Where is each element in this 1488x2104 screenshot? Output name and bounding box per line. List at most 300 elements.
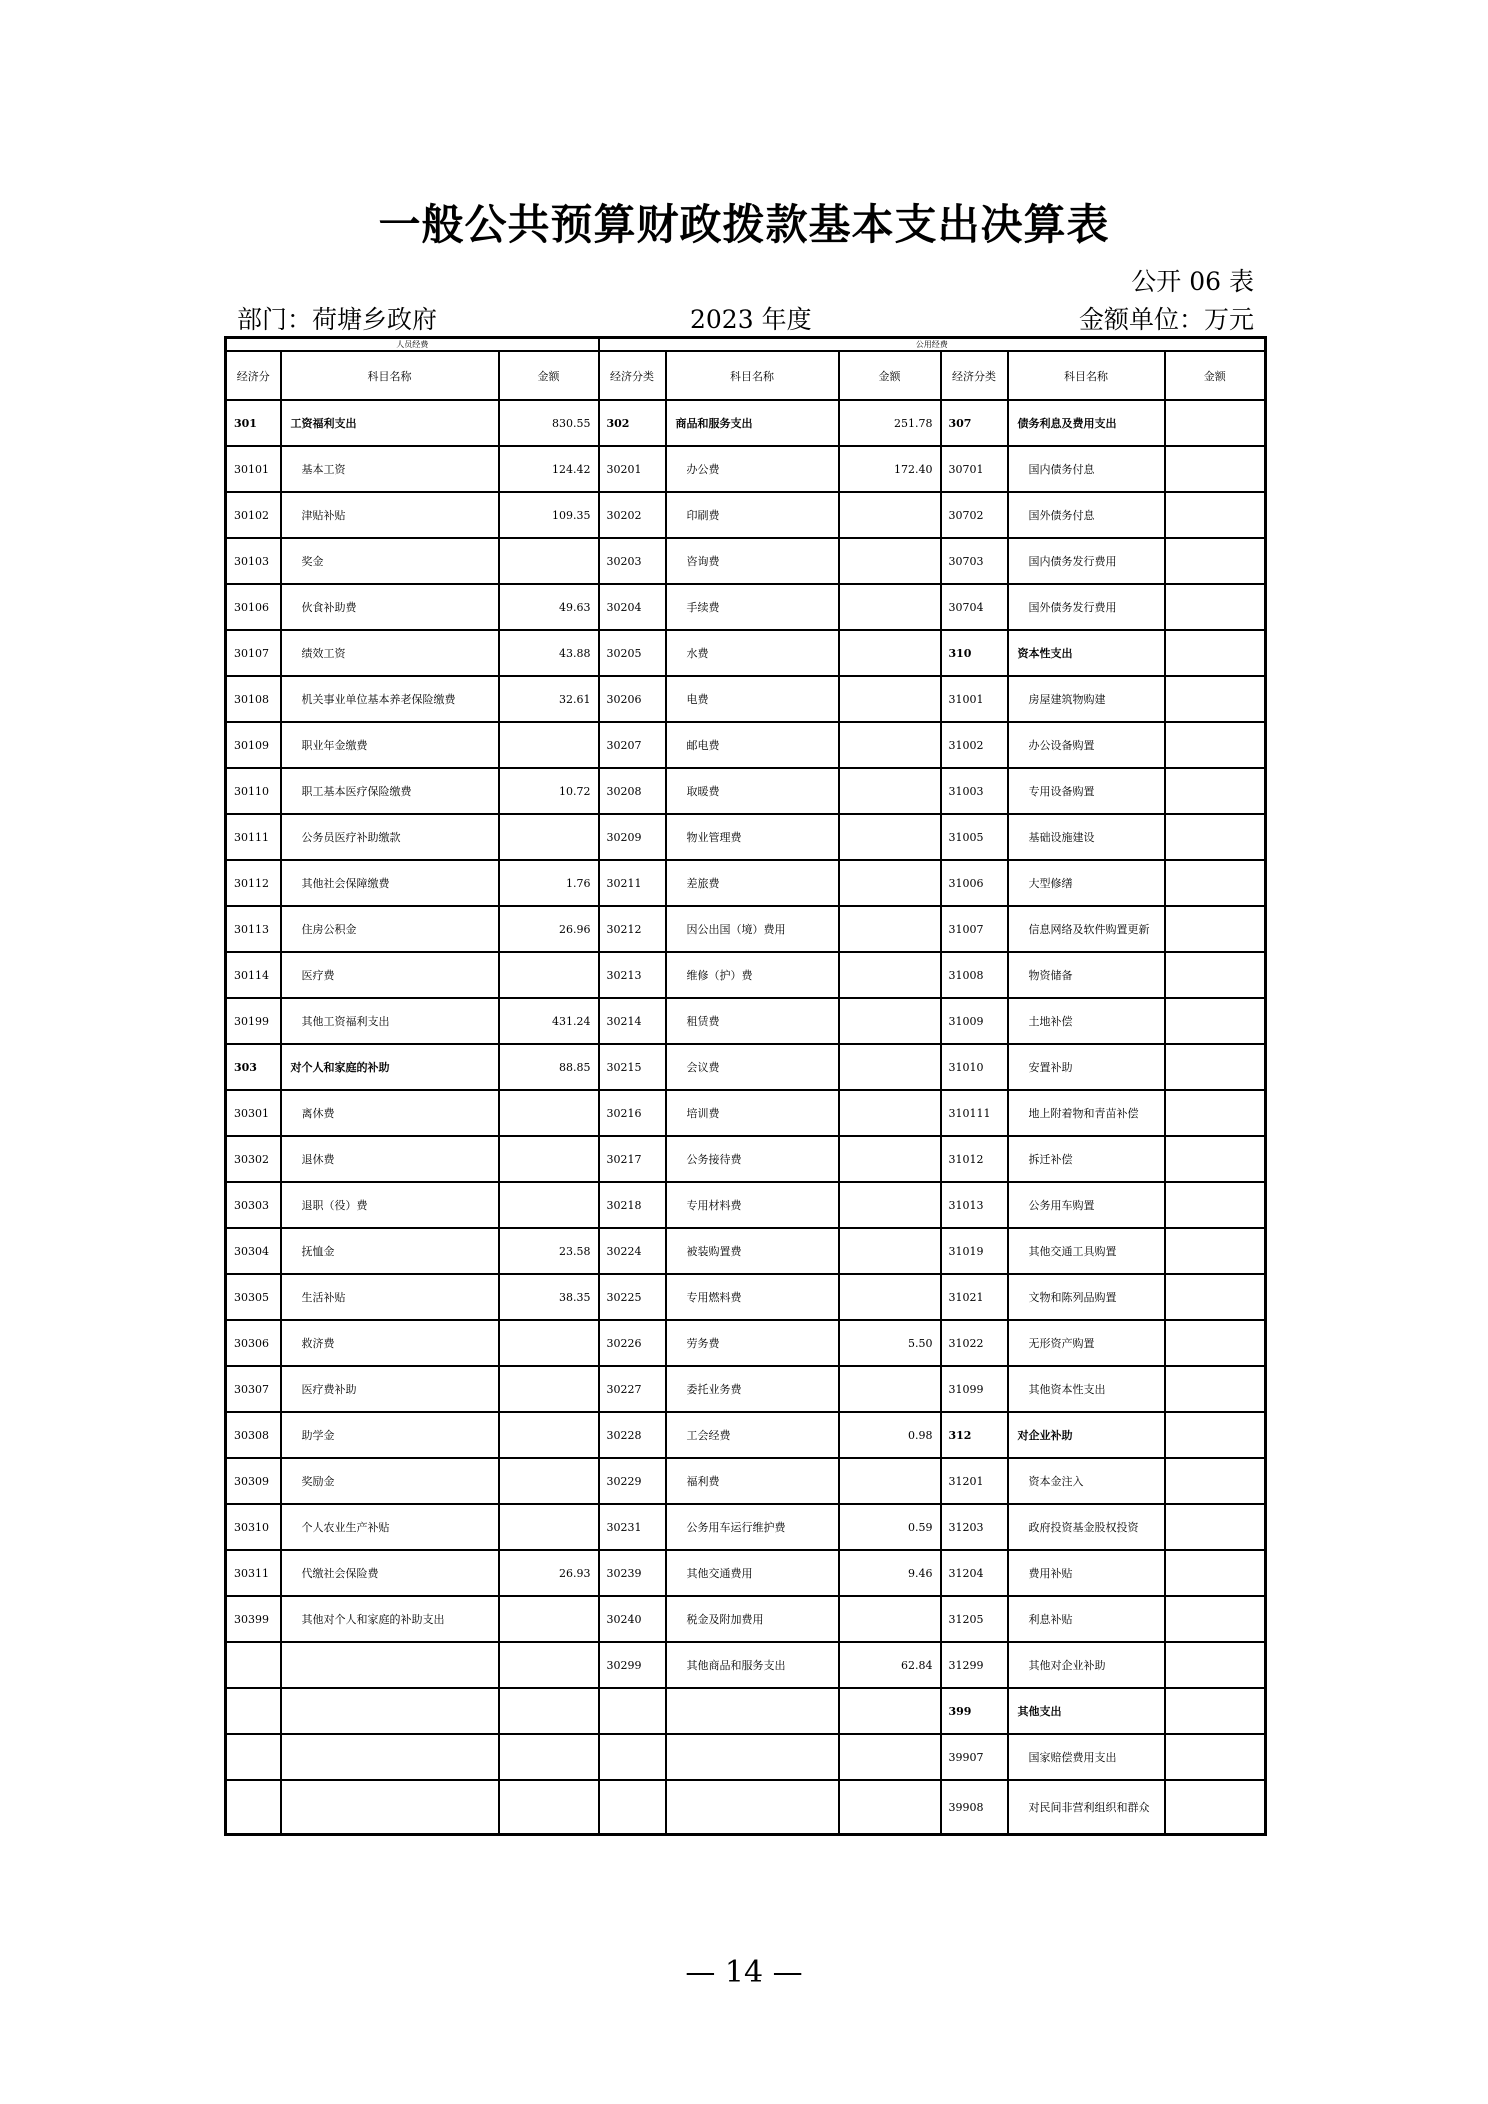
cell-amount bbox=[839, 1274, 941, 1320]
cell-amount bbox=[839, 906, 941, 952]
cell-code: 31007 bbox=[941, 906, 1008, 952]
cell-amount bbox=[1165, 998, 1266, 1044]
cell-amount bbox=[839, 952, 941, 998]
cell-name: 安置补助 bbox=[1008, 1044, 1165, 1090]
cell-code: 30108 bbox=[226, 676, 281, 722]
cell-amount: 431.24 bbox=[499, 998, 599, 1044]
cell-amount bbox=[1165, 446, 1266, 492]
cell-code: 30217 bbox=[599, 1136, 666, 1182]
cell-code: 30308 bbox=[226, 1412, 281, 1458]
cell-name: 国外债务发行费用 bbox=[1008, 584, 1165, 630]
cell-code: 30211 bbox=[599, 860, 666, 906]
cell-amount: 49.63 bbox=[499, 584, 599, 630]
cell-name: 资本性支出 bbox=[1008, 630, 1165, 676]
cell-amount: 32.61 bbox=[499, 676, 599, 722]
cell-code: 307 bbox=[941, 400, 1008, 446]
cell-amount bbox=[499, 814, 599, 860]
cell-amount bbox=[499, 1504, 599, 1550]
amount-unit: 金额单位：万元 bbox=[1078, 305, 1254, 334]
cell-name: 电费 bbox=[666, 676, 839, 722]
table-row bbox=[226, 1090, 1266, 1136]
cell-amount bbox=[839, 1366, 941, 1412]
cell-name: 其他资本性支出 bbox=[1008, 1366, 1165, 1412]
cell-amount bbox=[499, 1780, 599, 1835]
cell-code: 30113 bbox=[226, 906, 281, 952]
cell-name: 机关事业单位基本养老保险缴费 bbox=[281, 676, 499, 722]
table-row bbox=[226, 768, 1266, 814]
cell-amount bbox=[1165, 1044, 1266, 1090]
cell-amount bbox=[499, 1596, 599, 1642]
cell-amount: 1.76 bbox=[499, 860, 599, 906]
cell-name: 无形资产购置 bbox=[1008, 1320, 1165, 1366]
cell-name: 被装购置费 bbox=[666, 1228, 839, 1274]
cell-name: 拆迁补偿 bbox=[1008, 1136, 1165, 1182]
cell-name: 培训费 bbox=[666, 1090, 839, 1136]
cell-code: 30199 bbox=[226, 998, 281, 1044]
cell-name: 福利费 bbox=[666, 1458, 839, 1504]
cell-name: 救济费 bbox=[281, 1320, 499, 1366]
cell-code: 30307 bbox=[226, 1366, 281, 1412]
cell-code bbox=[226, 1780, 281, 1835]
cell-amount bbox=[499, 1182, 599, 1228]
cell-code: 30399 bbox=[226, 1596, 281, 1642]
cell-code: 31205 bbox=[941, 1596, 1008, 1642]
cell-name: 劳务费 bbox=[666, 1320, 839, 1366]
cell-code: 31019 bbox=[941, 1228, 1008, 1274]
cell-code: 30703 bbox=[941, 538, 1008, 584]
cell-amount: 88.85 bbox=[499, 1044, 599, 1090]
table-row bbox=[226, 1504, 1266, 1550]
cell-name: 公务用车运行维护费 bbox=[666, 1504, 839, 1550]
cell-code: 31010 bbox=[941, 1044, 1008, 1090]
cell-code: 30704 bbox=[941, 584, 1008, 630]
cell-code: 30112 bbox=[226, 860, 281, 906]
cell-code: 30218 bbox=[599, 1182, 666, 1228]
cell-name: 债务利息及费用支出 bbox=[1008, 400, 1165, 446]
cell-amount bbox=[1165, 1228, 1266, 1274]
table-number: 公开 06 表 bbox=[1131, 267, 1254, 296]
cell-amount bbox=[1165, 1182, 1266, 1228]
cell-code: 30302 bbox=[226, 1136, 281, 1182]
cell-amount: 26.96 bbox=[499, 906, 599, 952]
cell-name: 利息补贴 bbox=[1008, 1596, 1165, 1642]
cell-name bbox=[666, 1734, 839, 1780]
cell-amount bbox=[1165, 492, 1266, 538]
cell-name: 其他对企业补助 bbox=[1008, 1642, 1165, 1688]
cell-code bbox=[599, 1688, 666, 1734]
col-header-code: 经济分类 bbox=[941, 351, 1008, 400]
col-header-name: 科目名称 bbox=[1008, 351, 1165, 400]
col-header-amount: 金额 bbox=[839, 351, 941, 400]
cell-code: 30114 bbox=[226, 952, 281, 998]
cell-amount bbox=[499, 1366, 599, 1412]
cell-name: 国内债务付息 bbox=[1008, 446, 1165, 492]
cell-name: 土地补偿 bbox=[1008, 998, 1165, 1044]
cell-code: 31009 bbox=[941, 998, 1008, 1044]
table-row bbox=[226, 538, 1266, 584]
cell-name: 其他交通工具购置 bbox=[1008, 1228, 1165, 1274]
cell-code: 310 bbox=[941, 630, 1008, 676]
cell-amount: 5.50 bbox=[839, 1320, 941, 1366]
cell-amount bbox=[839, 584, 941, 630]
table-row bbox=[226, 998, 1266, 1044]
cell-code: 39907 bbox=[941, 1734, 1008, 1780]
cell-amount bbox=[1165, 400, 1266, 446]
cell-name: 专用燃料费 bbox=[666, 1274, 839, 1320]
cell-name: 专用设备购置 bbox=[1008, 768, 1165, 814]
table-row bbox=[226, 860, 1266, 906]
cell-code: 30216 bbox=[599, 1090, 666, 1136]
cell-amount bbox=[499, 1642, 599, 1688]
table-row bbox=[226, 1274, 1266, 1320]
cell-code: 30202 bbox=[599, 492, 666, 538]
cell-name: 办公费 bbox=[666, 446, 839, 492]
cell-name: 国外债务付息 bbox=[1008, 492, 1165, 538]
cell-amount bbox=[1165, 1412, 1266, 1458]
cell-code bbox=[599, 1734, 666, 1780]
cell-name: 国家赔偿费用支出 bbox=[1008, 1734, 1165, 1780]
cell-amount bbox=[499, 1136, 599, 1182]
cell-code: 30110 bbox=[226, 768, 281, 814]
col-header-name: 科目名称 bbox=[281, 351, 499, 400]
cell-code: 31022 bbox=[941, 1320, 1008, 1366]
cell-code: 31003 bbox=[941, 768, 1008, 814]
cell-code: 30214 bbox=[599, 998, 666, 1044]
cell-name: 咨询费 bbox=[666, 538, 839, 584]
department-label: 部门：荷塘乡政府 bbox=[237, 305, 438, 334]
cell-name: 取暖费 bbox=[666, 768, 839, 814]
cell-amount bbox=[499, 538, 599, 584]
cell-amount bbox=[839, 998, 941, 1044]
cell-amount bbox=[1165, 860, 1266, 906]
cell-name bbox=[666, 1688, 839, 1734]
cell-code: 31002 bbox=[941, 722, 1008, 768]
cell-name: 房屋建筑物购建 bbox=[1008, 676, 1165, 722]
cell-name: 代缴社会保险费 bbox=[281, 1550, 499, 1596]
cell-name bbox=[281, 1642, 499, 1688]
cell-name bbox=[281, 1688, 499, 1734]
cell-code: 31005 bbox=[941, 814, 1008, 860]
cell-amount: 124.42 bbox=[499, 446, 599, 492]
cell-code: 30226 bbox=[599, 1320, 666, 1366]
cell-amount: 830.55 bbox=[499, 400, 599, 446]
table-row bbox=[226, 722, 1266, 768]
table-row bbox=[226, 1136, 1266, 1182]
col-header-amount: 金额 bbox=[1165, 351, 1266, 400]
cell-code: 30305 bbox=[226, 1274, 281, 1320]
cell-name: 其他工资福利支出 bbox=[281, 998, 499, 1044]
table-row bbox=[226, 676, 1266, 722]
cell-name: 津贴补贴 bbox=[281, 492, 499, 538]
cell-amount: 23.58 bbox=[499, 1228, 599, 1274]
cell-name: 资本金注入 bbox=[1008, 1458, 1165, 1504]
cell-code: 30207 bbox=[599, 722, 666, 768]
cell-name: 物业管理费 bbox=[666, 814, 839, 860]
cell-amount bbox=[839, 1596, 941, 1642]
table-row bbox=[226, 584, 1266, 630]
cell-amount bbox=[839, 814, 941, 860]
cell-amount bbox=[839, 722, 941, 768]
cell-code: 302 bbox=[599, 400, 666, 446]
cell-name: 会议费 bbox=[666, 1044, 839, 1090]
table-row bbox=[226, 1412, 1266, 1458]
cell-code: 31008 bbox=[941, 952, 1008, 998]
cell-code: 30225 bbox=[599, 1274, 666, 1320]
cell-code: 30299 bbox=[599, 1642, 666, 1688]
cell-name: 手续费 bbox=[666, 584, 839, 630]
cell-name: 对个人和家庭的补助 bbox=[281, 1044, 499, 1090]
cell-code: 30301 bbox=[226, 1090, 281, 1136]
cell-name: 印刷费 bbox=[666, 492, 839, 538]
table-row bbox=[226, 1596, 1266, 1642]
cell-amount bbox=[839, 1228, 941, 1274]
table-row bbox=[226, 446, 1266, 492]
cell-name: 绩效工资 bbox=[281, 630, 499, 676]
cell-amount bbox=[1165, 584, 1266, 630]
cell-name: 其他商品和服务支出 bbox=[666, 1642, 839, 1688]
cell-code: 30229 bbox=[599, 1458, 666, 1504]
cell-amount bbox=[1165, 1458, 1266, 1504]
cell-amount bbox=[839, 676, 941, 722]
table-row bbox=[226, 1688, 1266, 1734]
cell-name: 公务接待费 bbox=[666, 1136, 839, 1182]
cell-code: 30212 bbox=[599, 906, 666, 952]
cell-amount: 9.46 bbox=[839, 1550, 941, 1596]
cell-amount bbox=[499, 1412, 599, 1458]
cell-code: 39908 bbox=[941, 1780, 1008, 1835]
cell-code: 399 bbox=[941, 1688, 1008, 1734]
cell-code: 30201 bbox=[599, 446, 666, 492]
cell-code: 30304 bbox=[226, 1228, 281, 1274]
cell-name: 政府投资基金股权投资 bbox=[1008, 1504, 1165, 1550]
cell-code: 30111 bbox=[226, 814, 281, 860]
cell-amount: 251.78 bbox=[839, 400, 941, 446]
table-row bbox=[226, 952, 1266, 998]
cell-name: 文物和陈列品购置 bbox=[1008, 1274, 1165, 1320]
cell-code: 30303 bbox=[226, 1182, 281, 1228]
cell-code: 31012 bbox=[941, 1136, 1008, 1182]
cell-code bbox=[599, 1780, 666, 1835]
cell-name: 职业年金缴费 bbox=[281, 722, 499, 768]
cell-amount bbox=[499, 1734, 599, 1780]
table-row bbox=[226, 1044, 1266, 1090]
table-row bbox=[226, 492, 1266, 538]
cell-code: 30227 bbox=[599, 1366, 666, 1412]
table-row bbox=[226, 814, 1266, 860]
cell-name: 办公设备购置 bbox=[1008, 722, 1165, 768]
cell-code: 30228 bbox=[599, 1412, 666, 1458]
cell-name: 抚恤金 bbox=[281, 1228, 499, 1274]
cell-name: 差旅费 bbox=[666, 860, 839, 906]
cell-name: 退休费 bbox=[281, 1136, 499, 1182]
cell-amount bbox=[1165, 1734, 1266, 1780]
cell-code: 30224 bbox=[599, 1228, 666, 1274]
col-header-name: 科目名称 bbox=[666, 351, 839, 400]
table-row bbox=[226, 1780, 1266, 1835]
cell-code: 31203 bbox=[941, 1504, 1008, 1550]
cell-amount bbox=[499, 722, 599, 768]
cell-amount bbox=[839, 1780, 941, 1835]
cell-code: 31001 bbox=[941, 676, 1008, 722]
cell-name: 医疗费补助 bbox=[281, 1366, 499, 1412]
cell-name: 其他社会保障缴费 bbox=[281, 860, 499, 906]
page-number: — 14 — bbox=[685, 1955, 803, 1990]
cell-name: 对企业补助 bbox=[1008, 1412, 1165, 1458]
cell-code: 30203 bbox=[599, 538, 666, 584]
column-header-row bbox=[226, 351, 1266, 400]
cell-code: 30208 bbox=[599, 768, 666, 814]
cell-code bbox=[226, 1642, 281, 1688]
cell-amount: 109.35 bbox=[499, 492, 599, 538]
cell-amount bbox=[1165, 1504, 1266, 1550]
cell-code: 30309 bbox=[226, 1458, 281, 1504]
cell-code: 30107 bbox=[226, 630, 281, 676]
cell-amount bbox=[1165, 1642, 1266, 1688]
cell-code: 30213 bbox=[599, 952, 666, 998]
cell-name: 其他交通费用 bbox=[666, 1550, 839, 1596]
cell-name: 邮电费 bbox=[666, 722, 839, 768]
group-header-row bbox=[226, 338, 1266, 352]
cell-amount bbox=[839, 492, 941, 538]
cell-name: 租赁费 bbox=[666, 998, 839, 1044]
cell-amount bbox=[499, 1090, 599, 1136]
cell-name bbox=[281, 1734, 499, 1780]
cell-code: 312 bbox=[941, 1412, 1008, 1458]
expenditure-table bbox=[224, 336, 1267, 1836]
cell-amount bbox=[1165, 1274, 1266, 1320]
cell-amount bbox=[1165, 1320, 1266, 1366]
cell-code: 31013 bbox=[941, 1182, 1008, 1228]
cell-code: 30310 bbox=[226, 1504, 281, 1550]
cell-name: 公务用车购置 bbox=[1008, 1182, 1165, 1228]
cell-amount: 0.59 bbox=[839, 1504, 941, 1550]
cell-name bbox=[281, 1780, 499, 1835]
cell-name: 维修（护）费 bbox=[666, 952, 839, 998]
cell-name: 生活补贴 bbox=[281, 1274, 499, 1320]
cell-code: 30239 bbox=[599, 1550, 666, 1596]
cell-code: 301 bbox=[226, 400, 281, 446]
cell-code: 30209 bbox=[599, 814, 666, 860]
cell-code: 30701 bbox=[941, 446, 1008, 492]
cell-code: 30102 bbox=[226, 492, 281, 538]
fiscal-year: 2023 年度 bbox=[690, 305, 812, 334]
cell-amount bbox=[839, 1734, 941, 1780]
cell-name: 助学金 bbox=[281, 1412, 499, 1458]
cell-name: 基础设施建设 bbox=[1008, 814, 1165, 860]
cell-code: 31201 bbox=[941, 1458, 1008, 1504]
cell-code: 30231 bbox=[599, 1504, 666, 1550]
cell-amount bbox=[839, 1090, 941, 1136]
cell-name bbox=[666, 1780, 839, 1835]
table-row bbox=[226, 1550, 1266, 1596]
cell-name: 医疗费 bbox=[281, 952, 499, 998]
cell-name: 基本工资 bbox=[281, 446, 499, 492]
cell-amount bbox=[1165, 1596, 1266, 1642]
cell-amount: 62.84 bbox=[839, 1642, 941, 1688]
cell-code bbox=[226, 1688, 281, 1734]
cell-amount bbox=[839, 630, 941, 676]
cell-code: 30101 bbox=[226, 446, 281, 492]
cell-amount bbox=[839, 768, 941, 814]
cell-amount bbox=[1165, 768, 1266, 814]
cell-name: 大型修缮 bbox=[1008, 860, 1165, 906]
table-row bbox=[226, 400, 1266, 446]
cell-name: 地上附着物和青苗补偿 bbox=[1008, 1090, 1165, 1136]
cell-amount: 26.93 bbox=[499, 1550, 599, 1596]
cell-code: 31204 bbox=[941, 1550, 1008, 1596]
cell-amount bbox=[1165, 906, 1266, 952]
table-row bbox=[226, 1228, 1266, 1274]
cell-name: 离休费 bbox=[281, 1090, 499, 1136]
cell-name: 专用材料费 bbox=[666, 1182, 839, 1228]
cell-amount bbox=[499, 952, 599, 998]
cell-code: 31099 bbox=[941, 1366, 1008, 1412]
cell-code: 30215 bbox=[599, 1044, 666, 1090]
cell-amount: 43.88 bbox=[499, 630, 599, 676]
cell-name: 对民间非营利组织和群众 bbox=[1008, 1780, 1165, 1835]
cell-amount bbox=[499, 1458, 599, 1504]
cell-amount: 0.98 bbox=[839, 1412, 941, 1458]
table-row bbox=[226, 1182, 1266, 1228]
cell-amount bbox=[1165, 722, 1266, 768]
cell-amount bbox=[1165, 1780, 1266, 1835]
cell-name: 国内债务发行费用 bbox=[1008, 538, 1165, 584]
cell-name: 工会经费 bbox=[666, 1412, 839, 1458]
cell-amount bbox=[499, 1688, 599, 1734]
cell-amount bbox=[839, 1136, 941, 1182]
table-row bbox=[226, 1642, 1266, 1688]
cell-name: 其他对个人和家庭的补助支出 bbox=[281, 1596, 499, 1642]
cell-name: 税金及附加费用 bbox=[666, 1596, 839, 1642]
cell-code: 30311 bbox=[226, 1550, 281, 1596]
cell-code bbox=[226, 1734, 281, 1780]
cell-amount: 10.72 bbox=[499, 768, 599, 814]
cell-code: 310111 bbox=[941, 1090, 1008, 1136]
cell-code: 31006 bbox=[941, 860, 1008, 906]
col-header-amount: 金额 bbox=[499, 351, 599, 400]
cell-code: 31299 bbox=[941, 1642, 1008, 1688]
cell-amount bbox=[839, 860, 941, 906]
cell-name: 商品和服务支出 bbox=[666, 400, 839, 446]
cell-amount bbox=[1165, 1136, 1266, 1182]
table-row bbox=[226, 1320, 1266, 1366]
cell-amount bbox=[1165, 1688, 1266, 1734]
cell-name: 费用补贴 bbox=[1008, 1550, 1165, 1596]
table-row bbox=[226, 1458, 1266, 1504]
cell-code: 30206 bbox=[599, 676, 666, 722]
cell-amount bbox=[1165, 814, 1266, 860]
cell-code: 30106 bbox=[226, 584, 281, 630]
group-public-header: 公用经费 bbox=[599, 338, 1266, 352]
cell-name: 住房公积金 bbox=[281, 906, 499, 952]
cell-code: 30204 bbox=[599, 584, 666, 630]
col-header-code: 经济分 bbox=[226, 351, 281, 400]
cell-amount bbox=[499, 1320, 599, 1366]
cell-name: 职工基本医疗保险缴费 bbox=[281, 768, 499, 814]
cell-name: 因公出国（境）费用 bbox=[666, 906, 839, 952]
table-row bbox=[226, 1366, 1266, 1412]
table-row bbox=[226, 906, 1266, 952]
col-header-code: 经济分类 bbox=[599, 351, 666, 400]
cell-name: 工资福利支出 bbox=[281, 400, 499, 446]
cell-code: 30205 bbox=[599, 630, 666, 676]
cell-amount: 38.35 bbox=[499, 1274, 599, 1320]
cell-code: 30702 bbox=[941, 492, 1008, 538]
cell-code: 31021 bbox=[941, 1274, 1008, 1320]
cell-amount bbox=[1165, 676, 1266, 722]
cell-name: 公务员医疗补助缴款 bbox=[281, 814, 499, 860]
cell-name: 物资储备 bbox=[1008, 952, 1165, 998]
